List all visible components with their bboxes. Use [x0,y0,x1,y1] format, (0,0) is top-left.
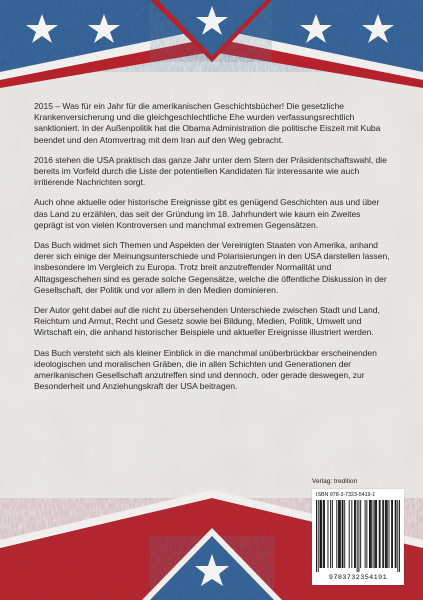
top-flag-banner [0,0,423,90]
barcode-bar [360,500,361,568]
barcode-bar [343,500,344,568]
barcode-bar [318,500,319,572]
paragraph: Auch ohne aktuelle oder historische Ereignisse gibt es genügend Geschichten aus und über das Land zu erzählen, das seit der Gründung im 18. Jahrhundert wie kaum ein Zweites geprägt ist von vielen Kontroversen und manchmal extremen Gegensätzen. [34,197,380,230]
barcode-bar [386,500,387,568]
barcode-bar [392,500,393,568]
blurb-text [34,101,390,401]
paragraph: 2015 – Was für ein Jahr für die amerikanischen Geschichtsbücher! Die gesetzliche Krankenversicherung und die gleichgeschlechtliche Ehe wurden verfassungsrechtlich sanktioniert. In der Außenpolitik hat die Obama Administration die politische Eiszeit mit Kuba beendet und den Atomvertrag mit dem Iran auf den Weg gebracht. [34,101,381,145]
isbn-label: ISBN 978-3-7323-5419-1 [316,492,376,498]
barcode-bar [395,500,396,568]
isbn-barcode-box [312,489,404,585]
barcode-bar [355,500,356,568]
barcode-bar [336,500,337,568]
barcode-bar [321,500,322,568]
barcode-bar [397,500,398,572]
paragraph: Das Buch versteht sich als kleiner Einblick in die manchmal unüberbrückbar erscheinenden ideologischen und moralischen Gräben, die in allen Schichten und Generationen der amerikanischen Gesellschaft anzutreffen sind und dennoch, oder gerade deswegen, zur Besonderheit und Anziehungskraft der USA beitragen. [34,347,377,392]
barcode-bar [399,500,400,572]
barcode-bar [365,500,366,568]
barcode-bar [383,500,384,568]
barcode-bar [324,500,325,568]
barcode-bar [366,500,367,568]
barcode-bar [327,500,328,568]
barcode-bar [342,500,343,568]
barcode-bar [320,500,321,568]
barcode-bar [387,500,388,568]
barcode-bar [330,500,331,568]
barcode-bar [382,500,383,568]
barcode-bar [349,500,350,568]
paragraph: 2016 stehen die USA praktisch das ganze Jahr unter dem Stern der Präsidentschaftswahl, die bereits im Vorfeld durch die Liste der potentiellen Kandidaten für interessante wie auch irritierende Nachrichten sorgt. [34,154,387,188]
barcode-number: 9783732354191 [328,574,388,582]
barcode-bar [340,500,341,568]
barcode-bar [316,500,317,572]
barcode-bar [351,500,352,568]
barcode-bar [370,500,371,568]
publisher-label: Verlag: tredition [312,478,358,485]
barcode-bar [391,500,392,568]
barcode-bar [323,500,324,568]
barcode-bar [358,500,359,572]
barcode-bar [344,500,345,568]
barcode-bar [389,500,390,568]
barcode-bar [357,500,358,572]
barcode-bar [380,500,381,568]
paragraph: Der Autor geht dabei auf die nicht zu übersehenden Unterschiede zwischen Stadt und Land, Reichtum und Armut, Recht und Gesetz sowie bei Bildung, Medien, Politik, Umwelt und Wirtschaft ein, die anhand historischer Beispiele und aktueller Ereignisse illustriert werden. [34,305,380,338]
barcode-bar [354,500,355,568]
barcode-bar [376,500,377,568]
barcode-bar [371,500,372,568]
barcode-bar [332,500,333,568]
barcode-bar [396,500,397,568]
barcode-bar [320,500,321,568]
barcode-bar [339,500,340,568]
barcode-bar [374,500,375,568]
barcode-bar [375,500,376,568]
barcode-bar [385,500,386,568]
barcode-bar [338,500,339,568]
barcode-graphic [316,500,400,572]
paragraph: Das Buch widmet sich Themen und Aspekten der Vereinigten Staaten von Amerika, anhand derer sich einige der Meinungsunterschiede und Polarisierungen in den USA darstellen lassen, insbesondere im Vergleich zu Europa. Trotz breit anzutreffender Normalität und Alltagsgeschehen sind es gerade solche Gegensätze, welche die öffentliche Diskussion in der Gesellschaft, der Politik und vor allem in den Medien dominieren. [34,240,390,295]
barcode-bar [369,500,370,568]
barcode-bar [373,500,374,568]
barcode-bar [379,500,380,568]
